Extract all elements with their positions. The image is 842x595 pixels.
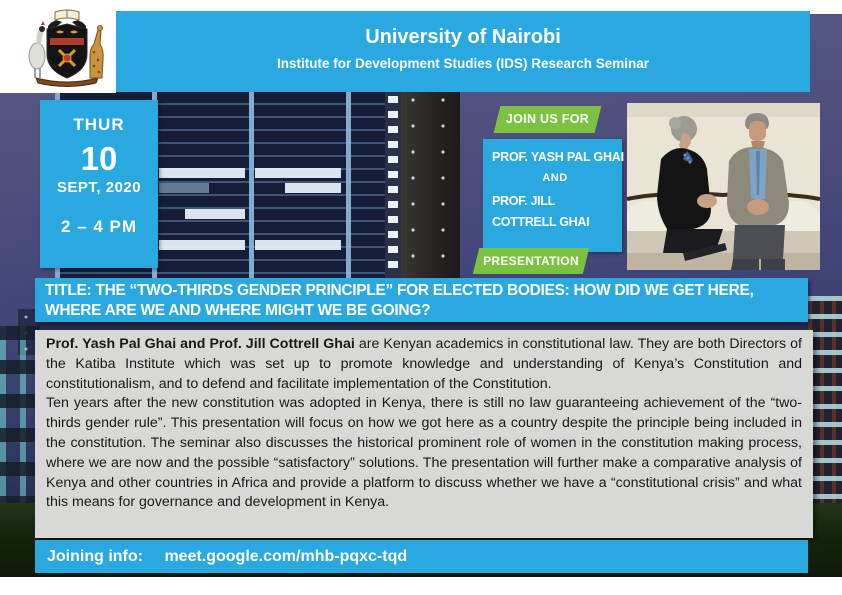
seminar-title-bar — [35, 278, 808, 322]
join-us-label: JOIN US FOR — [505, 112, 590, 126]
header-banner — [116, 11, 810, 92]
speaker-name-1: PROF. YASH PAL GHAI — [492, 150, 624, 164]
presentation-label: PRESENTATION — [483, 254, 579, 268]
institute-subtitle: Institute for Development Studies (IDS) Research Seminar — [276, 56, 650, 71]
abstract-paragraph-1-text: are Kenyan academics in constitutional law. They are both Directors of the Katiba Institute which was set up to promote knowledge and understanding of Kenya’s Constitution and constitutionalism, and to defend and facilitate implementation of the Constitution. — [46, 336, 802, 392]
speakers-connector: AND — [542, 172, 568, 184]
background-building-left — [0, 326, 40, 512]
university-title: University of Nairobi — [365, 26, 561, 48]
seminar-title: TITLE: THE “TWO-THIRDS GENDER PRINCIPLE” FOR ELECTED BODIES: HOW DID WE GET HERE, WHERE ARE WE AND WHERE MIGHT WE BE GOING? — [45, 282, 754, 319]
weekday: THUR — [73, 115, 125, 134]
joining-info-bar — [35, 540, 808, 573]
background-building-right — [808, 296, 842, 512]
university-of-nairobi-crest-icon — [24, 4, 110, 90]
date-time-box — [40, 100, 158, 268]
month-year: SEPT, 2020 — [56, 179, 142, 196]
abstract-paragraph-2: Ten years after the new constitution was adopted in Kenya, there is still no law guaranteeing achievement of the “two-thirds gender rule”. This presentation will focus on how we got here as a country despite the principle being included in the constitution. The seminar also discusses the historical prominent role of women in the constitution making process, where we are now and the possible “satisfactory” solutions. The presentation will further make a comparative analysis of Kenya and other countries in Africa and provide a platform to discuss whether we have a “constitutional crisis” and what this means for governance and development in Kenya. — [46, 395, 802, 511]
speakers-box — [483, 139, 622, 252]
tower-window-column — [385, 90, 401, 278]
abstract-paragraph-1 — [46, 335, 802, 394]
logo-plate — [0, 0, 116, 93]
presentation-badge — [476, 248, 586, 274]
joining-info-label: Joining info: — [47, 548, 143, 565]
day-number: 10 — [80, 140, 118, 177]
speakers-bold-intro: Prof. Yash Pal Ghai and Prof. Jill Cottrell Ghai — [46, 336, 355, 352]
two-professors-seated-photo — [627, 103, 820, 270]
abstract-box — [35, 330, 813, 538]
tower-side-wall — [401, 90, 460, 278]
google-meet-link[interactable]: meet.google.com/mhb-pqxc-tqd — [164, 548, 408, 565]
time-range: 2 – 4 PM — [60, 217, 138, 236]
join-us-badge — [497, 106, 598, 133]
speaker-name-2: PROF. JILL COTTRELL GHAI — [492, 194, 590, 229]
